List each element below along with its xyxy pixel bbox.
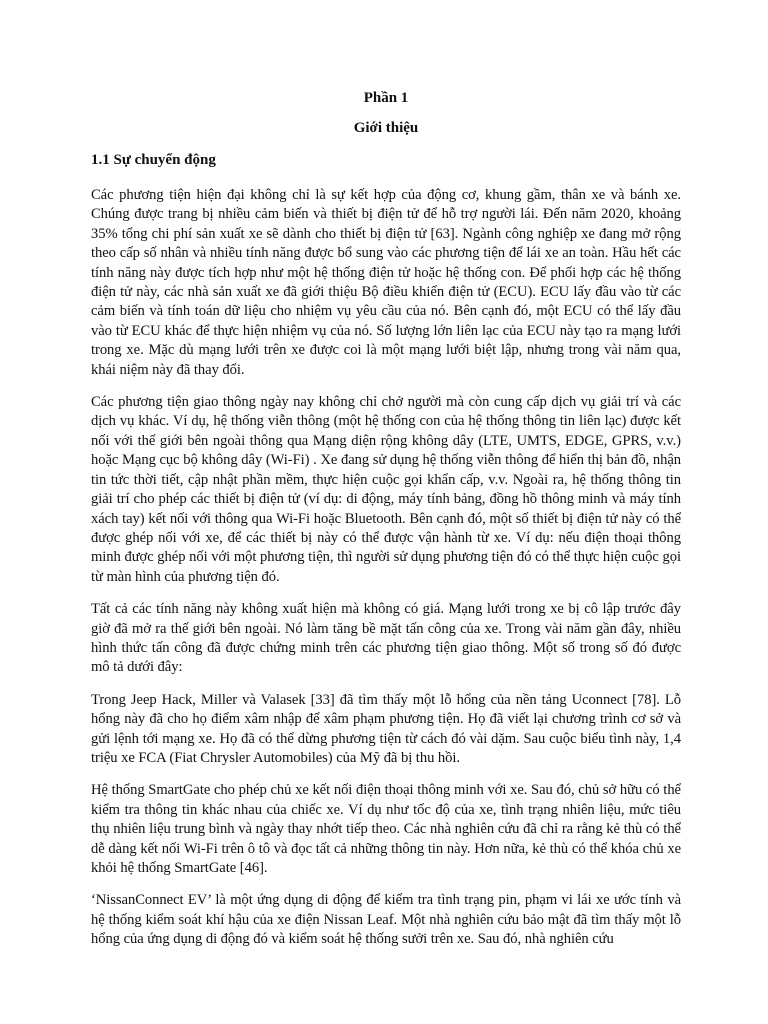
document-page — [91, 88, 681, 963]
paragraph-3: Tất cả các tính năng này không xuất hiện mà không có giá. Mạng lưới trong xe bị cô lập trước đây giờ đã mở ra thế giới bên ngoài. Nó làm tăng bề mặt tấn công của xe. Trong vài năm gần đây, nhiều hình thức tấn công đã được chứng minh trên các phương tiện giao thông. Một số trong số đó được mô tả dưới đây: — [91, 601, 681, 676]
part-title: Phần 1 — [363, 90, 409, 106]
section-heading: 1.1 Sự chuyển động — [91, 152, 216, 168]
chapter-title: Giới thiệu — [353, 120, 419, 136]
paragraph-6: ‘NissanConnect EV’ là một ứng dụng di động để kiểm tra tình trạng pin, phạm vi lái xe ước tính và hệ thống kiểm soát khí hậu của xe điện Nissan Leaf. Một nhà nghiên cứu bảo mật đã tìm thấy một lỗ hổng của ứng dụng di động đó và kiểm soát hệ thống sưởi trên xe. Sau đó, nhà nghiên cứu — [91, 892, 681, 948]
paragraph-2: Các phương tiện giao thông ngày nay không chỉ chở người mà còn cung cấp dịch vụ giải trí và các dịch vụ khác. Ví dụ, hệ thống viễn thông (một hệ thống con của hệ thống thông tin liên lạc) được kết nối với thế giới bên ngoài thông qua Mạng diện rộng không dây (LTE, UMTS, EDGE, GPRS, v.v.) hoặc Mạng cục bộ không dây (Wi-Fi) . Xe đang sử dụng hệ thống viễn thông để hiển thị bản đồ, nhận tin tức thời tiết, cập nhật phần mềm, thực hiện cuộc gọi khẩn cấp, v.v. Ngoài ra, hệ thống thông tin giải trí cho phép các thiết bị điện tử (ví dụ: di động, máy tính bảng, đồng hồ thông minh và máy tính xách tay) kết nối với thông qua Wi-Fi hoặc Bluetooth. Bên cạnh đó, một số thiết bị điện tử này có thể được ghép nối với xe, để các thiết bị này có thể được vận hành từ xe. Ví dụ: nếu điện thoại thông minh được ghép nối với một phương tiện, thì người sử dụng phương tiện đó có thể thực hiện cuộc gọi từ màn hình của phương tiện đó. — [91, 394, 681, 585]
paragraph-5: Hệ thống SmartGate cho phép chủ xe kết nối điện thoại thông minh với xe. Sau đó, chủ sở hữu có thể kiểm tra thông tin khác nhau của chiếc xe. Ví dụ như tốc độ của xe, tình trạng nhiên liệu, mức tiêu thụ nhiên liệu trung bình và ngày thay nhớt tiếp theo. Các nhà nghiên cứu đã chỉ ra rằng kẻ thù có thể dễ dàng kết nối Wi-Fi trên ô tô và đọc tất cả những thông tin này. Hơn nữa, kẻ thù có thể khóa chủ xe khỏi hệ thống SmartGate [46]. — [91, 782, 681, 876]
paragraph-4: Trong Jeep Hack, Miller và Valasek [33] đã tìm thấy một lỗ hổng của nền tảng Uconnect [78]. Lỗ hổng này đã cho họ điểm xâm nhập để xâm phạm phương tiện. Họ đã viết lại chương trình cơ sở và gửi lệnh tới mạng xe. Họ đã có thể dừng phương tiện từ cách đó vài dặm. Sau cuộc biểu tình này, 1,4 triệu xe FCA (Fiat Chrysler Automobiles) của Mỹ đã bị thu hồi. — [91, 691, 681, 766]
paragraph-1: Các phương tiện hiện đại không chỉ là sự kết hợp của động cơ, khung gầm, thân xe và bánh xe. Chúng được trang bị nhiều cảm biến và thiết bị điện tử để hỗ trợ người lái. Đến năm 2020, khoảng 35% tổng chi phí sản xuất xe sẽ dành cho thiết bị điện tử [63]. Ngành công nghiệp xe đang mở rộng theo cấp số nhân và nhiều tính năng được bổ sung vào các phương tiện để lái xe an toàn. Hầu hết các tính năng này được tích hợp như một hệ thống điện tử hoặc hệ thống con. Để phối hợp các hệ thống điện tử này, các nhà sản xuất xe đã giới thiệu Bộ điều khiển điện tử (ECU). ECU lấy đầu vào từ các cảm biến và tính toán dữ liệu cho nhiệm vụ yêu cầu của nó. Bên cạnh đó, một ECU có thể lấy đầu vào từ ECU khác để thực hiện nhiệm vụ của nó. Số lượng lớn liên lạc của ECU này tạo ra mạng lưới trong xe. Mặc dù mạng lưới trên xe được coi là một mạng lưới biệt lập, nhưng trong vài năm qua, khái niệm này đã thay đổi. — [91, 187, 681, 378]
